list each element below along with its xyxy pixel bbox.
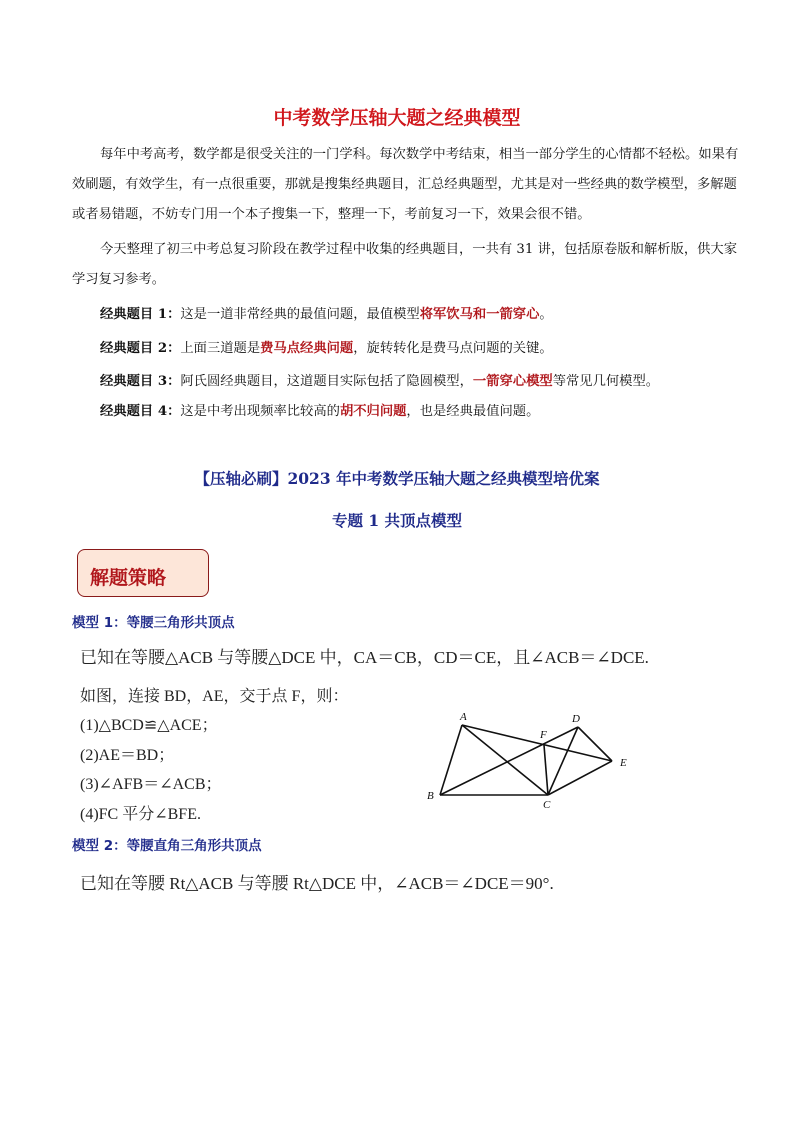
model-2-given: 已知在等腰 Rt△ACB 与等腰 Rt△DCE 中，∠ACB＝∠DCE＝90°. — [80, 874, 554, 893]
label-b: B — [427, 790, 434, 802]
classic-item-2: 经典题目 2：上面三道题是费马点经典问题，旋转转化是费马点问题的关键。 — [100, 341, 553, 356]
model-1-claim-3: (3)∠AFB＝∠ACB； — [80, 776, 222, 793]
label-d: D — [572, 713, 580, 725]
segment-de — [578, 727, 612, 761]
label-e: E — [620, 757, 627, 769]
segment-ab — [440, 725, 462, 795]
model-1-claim-4: (4)FC 平分∠BFE. — [80, 806, 201, 823]
segment-ce — [548, 761, 612, 795]
geometry-figure — [420, 705, 640, 815]
segment-dc — [548, 727, 578, 795]
series-title: 【压轴必刷】2023 年中考数学压轴大题之经典模型培优案 — [194, 469, 600, 488]
label-c: C — [543, 799, 551, 811]
intro-paragraph-2: 今天整理了初三中考总复习阶段在教学过程中收集的经典题目，一共有 31 讲，包括原卷版和解析版，供大家学习复习参考。 — [72, 242, 738, 287]
model-1-given: 已知在等腰△ACB 与等腰△DCE 中，CA＝CB，CD＝CE，且∠ACB＝∠DCE. — [80, 648, 649, 667]
model-1-connect: 如图，连接 BD，AE，交于点 F，则： — [80, 688, 349, 705]
strategy-label: 解题策略 — [90, 567, 167, 589]
intro-paragraph-1: 每年中考高考，数学都是很受关注的一门学科。每次数学中考结束，相当一部分学生的心情都不轻松。如果有效刷题，有效学生，有一点很重要，那就是搜集经典题目，汇总经典题型，尤其是对一些经典的数学模型，多解题或者易错题，不妨专门用一个本子搜集一下，整理一下，考前复习一下，效果会很不错。 — [72, 147, 739, 222]
model-2-heading: 模型 2：等腰直角三角形共顶点 — [72, 838, 262, 854]
classic-item-3: 经典题目 3：阿氏圆经典题目，这道题目实际包括了隐圆模型，一箭穿心模型等常见几何模型。 — [100, 374, 660, 389]
model-1-claim-1: (1)△BCD≌△ACE； — [80, 717, 218, 734]
classic-item-1: 经典题目 1：这是一道非常经典的最值问题，最值模型将军饮马和一箭穿心。 — [100, 307, 553, 322]
page-title: 中考数学压轴大题之经典模型 — [273, 107, 521, 129]
label-f: F — [540, 729, 547, 741]
model-1-heading: 模型 1：等腰三角形共顶点 — [72, 615, 235, 631]
label-a: A — [460, 711, 467, 723]
topic-title: 专题 1 共顶点模型 — [331, 511, 463, 530]
figure-lines — [440, 725, 612, 795]
segment-fc — [544, 745, 548, 795]
model-1-claim-2: (2)AE＝BD； — [80, 747, 175, 764]
classic-item-4: 经典题目 4：这是中考出现频率比较高的胡不归问题，也是经典最值问题。 — [100, 404, 540, 419]
segment-bd — [440, 727, 578, 795]
